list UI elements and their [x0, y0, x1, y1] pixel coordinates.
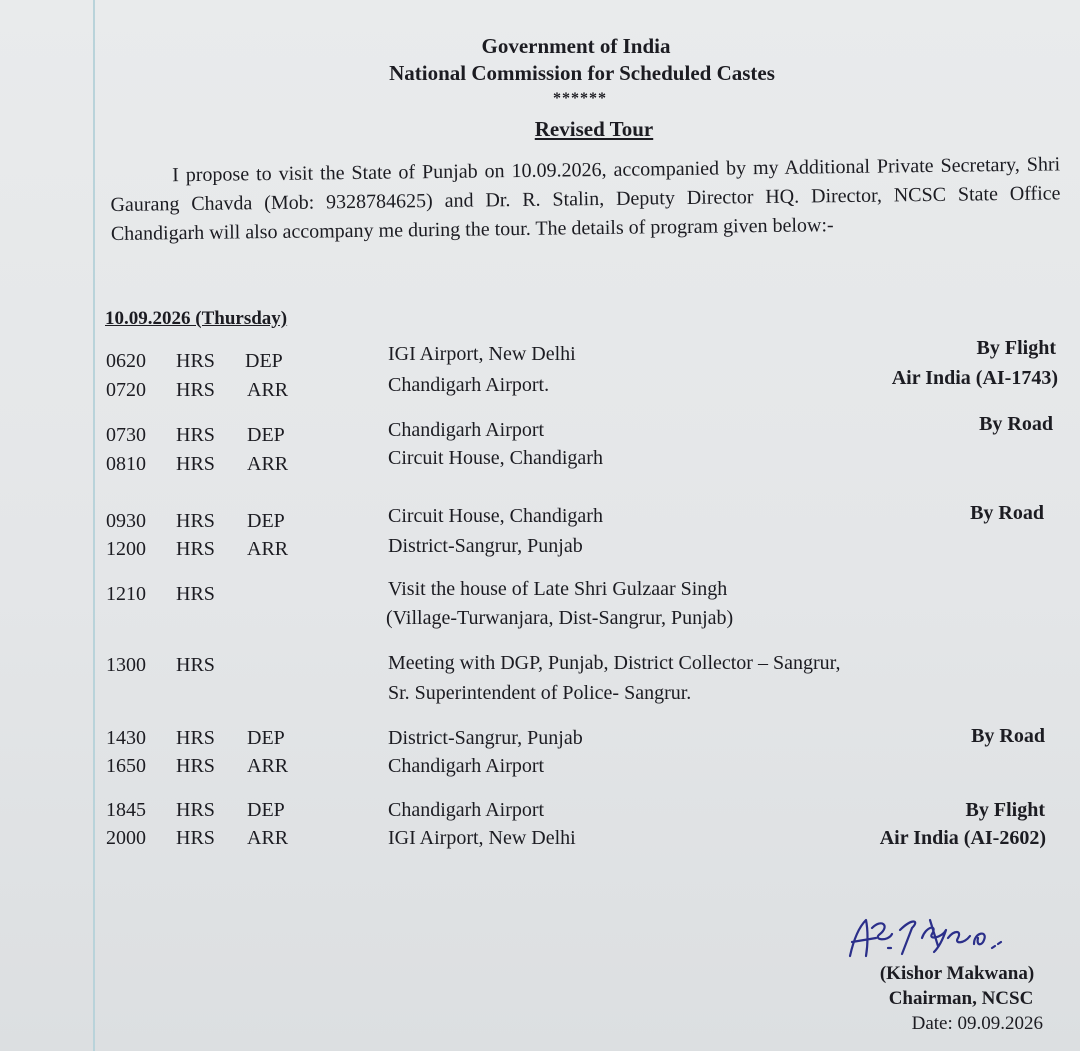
row-type: DEP — [245, 350, 283, 372]
row-mode: By Road — [971, 725, 1045, 747]
row-time: 1845 — [106, 799, 146, 821]
row-hrs: HRS — [176, 350, 215, 372]
row-hrs: HRS — [176, 755, 215, 777]
row-time: 1210 — [106, 583, 146, 605]
row-time: 0620 — [106, 350, 146, 372]
row-hrs: HRS — [176, 379, 215, 401]
row-hrs: HRS — [176, 727, 215, 749]
row-time: 1200 — [106, 538, 146, 560]
row-mode: By Road — [970, 502, 1044, 524]
row-place: (Village-Turwanjara, Dist-Sangrur, Punjab) — [386, 607, 734, 629]
row-mode: By Flight — [976, 337, 1056, 359]
row-time: 0930 — [106, 510, 146, 532]
row-type: ARR — [247, 827, 289, 849]
row-place: Circuit House, Chandigarh — [388, 505, 603, 527]
row-place: Chandigarh Airport — [388, 419, 545, 441]
intro-paragraph — [110, 150, 1061, 249]
row-type: ARR — [247, 755, 289, 777]
row-mode: Air India (AI-1743) — [891, 367, 1058, 389]
row-place: Visit the house of Late Shri Gulzaar Singh — [388, 578, 728, 600]
row-place: IGI Airport, New Delhi — [388, 343, 576, 365]
row-type: ARR — [247, 379, 289, 401]
row-type: DEP — [247, 727, 285, 749]
row-type: DEP — [247, 424, 285, 446]
row-mode: Air India (AI-2602) — [879, 827, 1046, 849]
row-time: 0810 — [106, 453, 146, 475]
row-time: 1650 — [106, 755, 146, 777]
row-hrs: HRS — [176, 424, 215, 446]
row-hrs: HRS — [176, 799, 215, 821]
signatory-name: (Kishor Makwana) — [879, 963, 1035, 984]
row-time: 0720 — [106, 379, 146, 401]
header-stars: ****** — [553, 90, 607, 107]
row-type: ARR — [247, 453, 289, 475]
day-heading: 10.09.2026 (Thursday) — [105, 308, 288, 329]
row-time: 0730 — [106, 424, 146, 446]
handwritten-signature — [842, 908, 1042, 966]
row-hrs: HRS — [176, 583, 215, 605]
row-hrs: HRS — [176, 538, 215, 560]
signature-date: Date: 09.09.2026 — [911, 1013, 1043, 1034]
row-hrs: HRS — [176, 654, 215, 676]
row-place: Chandigarh Airport — [388, 799, 545, 821]
row-type: DEP — [247, 799, 285, 821]
row-hrs: HRS — [176, 827, 215, 849]
row-place: IGI Airport, New Delhi — [388, 827, 576, 849]
signatory-designation: Chairman, NCSC — [888, 988, 1034, 1009]
row-place: Chandigarh Airport. — [388, 374, 550, 396]
document-title: Revised Tour — [534, 117, 654, 141]
row-type: ARR — [247, 538, 289, 560]
row-time: 1430 — [106, 727, 146, 749]
row-hrs: HRS — [176, 510, 215, 532]
row-time: 2000 — [106, 827, 146, 849]
row-place: District-Sangrur, Punjab — [388, 727, 583, 749]
row-hrs: HRS — [176, 453, 215, 475]
row-type: DEP — [247, 510, 285, 532]
row-place: District-Sangrur, Punjab — [388, 535, 583, 557]
margin-line — [93, 0, 95, 1051]
header-government: Government of India — [481, 34, 671, 58]
row-mode: By Flight — [965, 799, 1045, 821]
header-commission: National Commission for Scheduled Castes — [389, 61, 775, 85]
row-mode: By Road — [979, 413, 1053, 435]
row-place: Meeting with DGP, Punjab, District Collector – Sangrur, — [388, 652, 841, 674]
row-place: Chandigarh Airport — [388, 755, 545, 777]
intro-text: I propose to visit the State of Punjab on 10.09.2026, accompanied by my Additional Private Secretary, Shri Gaurang Chavda (Mob: 9328784625) and Dr. R. Stalin, Deputy Director HQ. Director, NCSC State Office Chandigarh will also accompany me during the tour. The details of program given below:- — [110, 153, 1061, 245]
row-place: Circuit House, Chandigarh — [388, 447, 603, 469]
row-place: Sr. Superintendent of Police- Sangrur. — [388, 682, 692, 704]
row-time: 1300 — [106, 654, 146, 676]
